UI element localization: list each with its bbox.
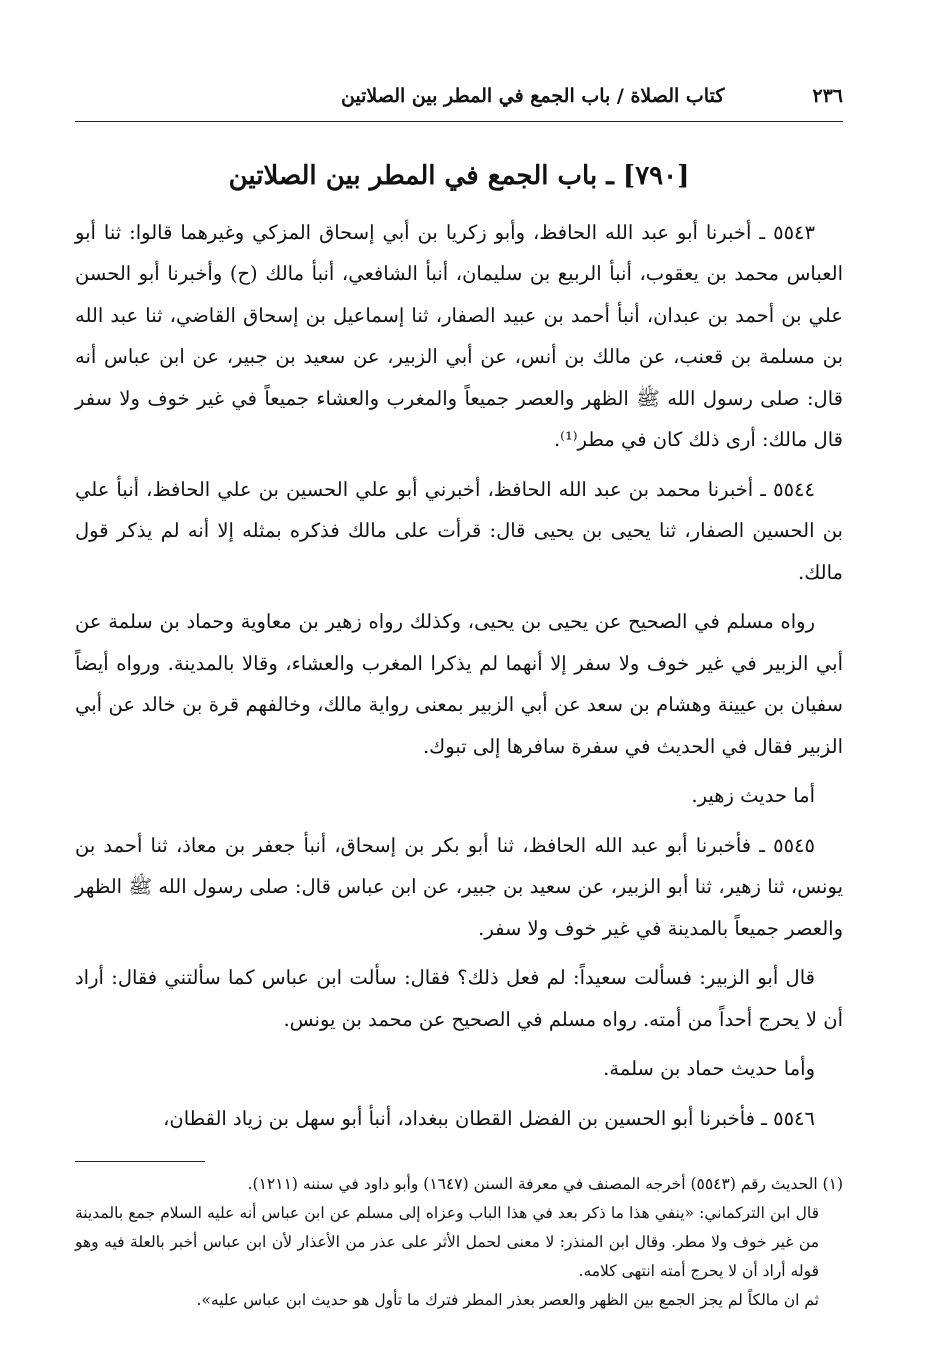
page-number: ٢٣٦ (812, 85, 843, 107)
footnote-1-continuation: قال ابن التركماني: «ينفي هذا ما ذكر بعد في هذا الباب وعزاه إلى مسلم عن ابن عباس أنه عليه السلام جمع بالمدينة من غير خوف ولا مطر. وقال ابن المنذر: لا معنى لحمل الأثر على عذر من الأعذار لأن ابن عباس أخبر بالعلة فيه وهو قوله أراد أن لا يحرج أمته انتهى كلامه. (75, 1204, 819, 1281)
paragraph-hadith-5544: ٥٥٤٤ ـ أخبرنا محمد بن عبد الله الحافظ، أخبرني أبو علي الحسين بن علي الحافظ، أنبأ علي بن الحسين الصفار، ثنا يحيى بن يحيى قال: قرأت على مالك فذكره بمثله إلا أنه لم يذكر قول مالك. (75, 477, 843, 584)
footnotes (75, 1170, 843, 1315)
paragraph-commentary: رواه مسلم في الصحيح عن يحيى بن يحيى، وكذلك رواه زهير بن معاوية وحماد بن سلمة عن أبي الزبير في غير خوف ولا سفر إلا أنهما لم يذكرا المغرب والعشاء، وقالا بالمدينة. ورواه أيضاً سفيان بن عيينة وهشام بن سعد عن أبي الزبير بمعنى رواية مالك، وخالفهم قرة بن خالد عن أبي الزبير فقال في الحديث في سفرة سافرها إلى تبوك. (75, 610, 843, 758)
running-header-title: كتاب الصلاة / باب الجمع في المطر بين الصلاتين (340, 85, 725, 107)
chapter-title: [٧٩٠] ـ باب الجمع في المطر بين الصلاتين (228, 161, 690, 191)
paragraph-abu-zubair-note: قال أبو الزبير: فسألت سعيداً: لم فعل ذلك؟ فقال: سألت ابن عباس كما سألتني فقال: أراد أن لا يحرج أحداً من أمته. رواه مسلم في الصحيح عن محمد بن يونس. (75, 966, 843, 1031)
paragraph-zuhair-heading: أما حديث زهير. (691, 784, 815, 808)
running-header (75, 85, 843, 122)
main-text (75, 212, 843, 1140)
footnote-1-conclusion: ثم ان مالكاً لم يجز الجمع بين الظهر والعصر بعذر المطر فترك ما تأول هو حديث ابن عباس عليه». (196, 1291, 819, 1310)
paragraph-hadith-5546: ٥٥٤٦ ـ فأخبرنا أبو الحسين بن الفضل القطان ببغداد، أنبأ أبو سهل بن زياد القطان، (163, 1106, 815, 1130)
footnote-1: (١) الحديث رقم (٥٥٤٣) أخرجه المصنف في معرفة السنن (١٦٤٧) وأبو داود في سننه (١٢١١). (247, 1175, 843, 1194)
paragraph-hadith-5545: ٥٥٤٥ ـ فأخبرنا أبو عبد الله الحافظ، ثنا أبو بكر بن إسحاق، أنبأ جعفر بن معاذ، ثنا أحمد بن يونس، ثنا زهير، ثنا أبو الزبير، عن سعيد بن جبير، عن ابن عباس قال: صلى رسول الله ﷺ الظهر والعصر جميعاً بالمدينة في غير خوف ولا سفر. (75, 833, 843, 940)
book-page (75, 85, 843, 1325)
paragraph-hadith-5543: ٥٥٤٣ ـ أخبرنا أبو عبد الله الحافظ، وأبو زكريا بن أبي إسحاق المزكي وغيرهما قالوا: ثنا أبو العباس محمد بن يعقوب، أنبأ الربيع بن سليمان، أنبأ الشافعي، أنبأ مالك (ح) وأخبرنا أبو الحسن علي بن أحمد بن عبدان، أنبأ أحمد بن عبيد الصفار، ثنا إسماعيل بن إسحاق القاضي، ثنا عبد الله بن مسلمة بن قعنب، عن مالك بن أنس، عن أبي الزبير، عن سعيد بن جبير، عن ابن عباس أنه قال: صلى رسول الله ﷺ الظهر والعصر جميعاً والمغرب والعشاء جميعاً في غير خوف ولا سفر قال مالك: أرى ذلك كان في مطر⁽¹⁾. (75, 220, 843, 452)
footnote-separator (75, 1161, 205, 1162)
paragraph-hammad-heading: وأما حديث حماد بن سلمة. (603, 1057, 815, 1081)
